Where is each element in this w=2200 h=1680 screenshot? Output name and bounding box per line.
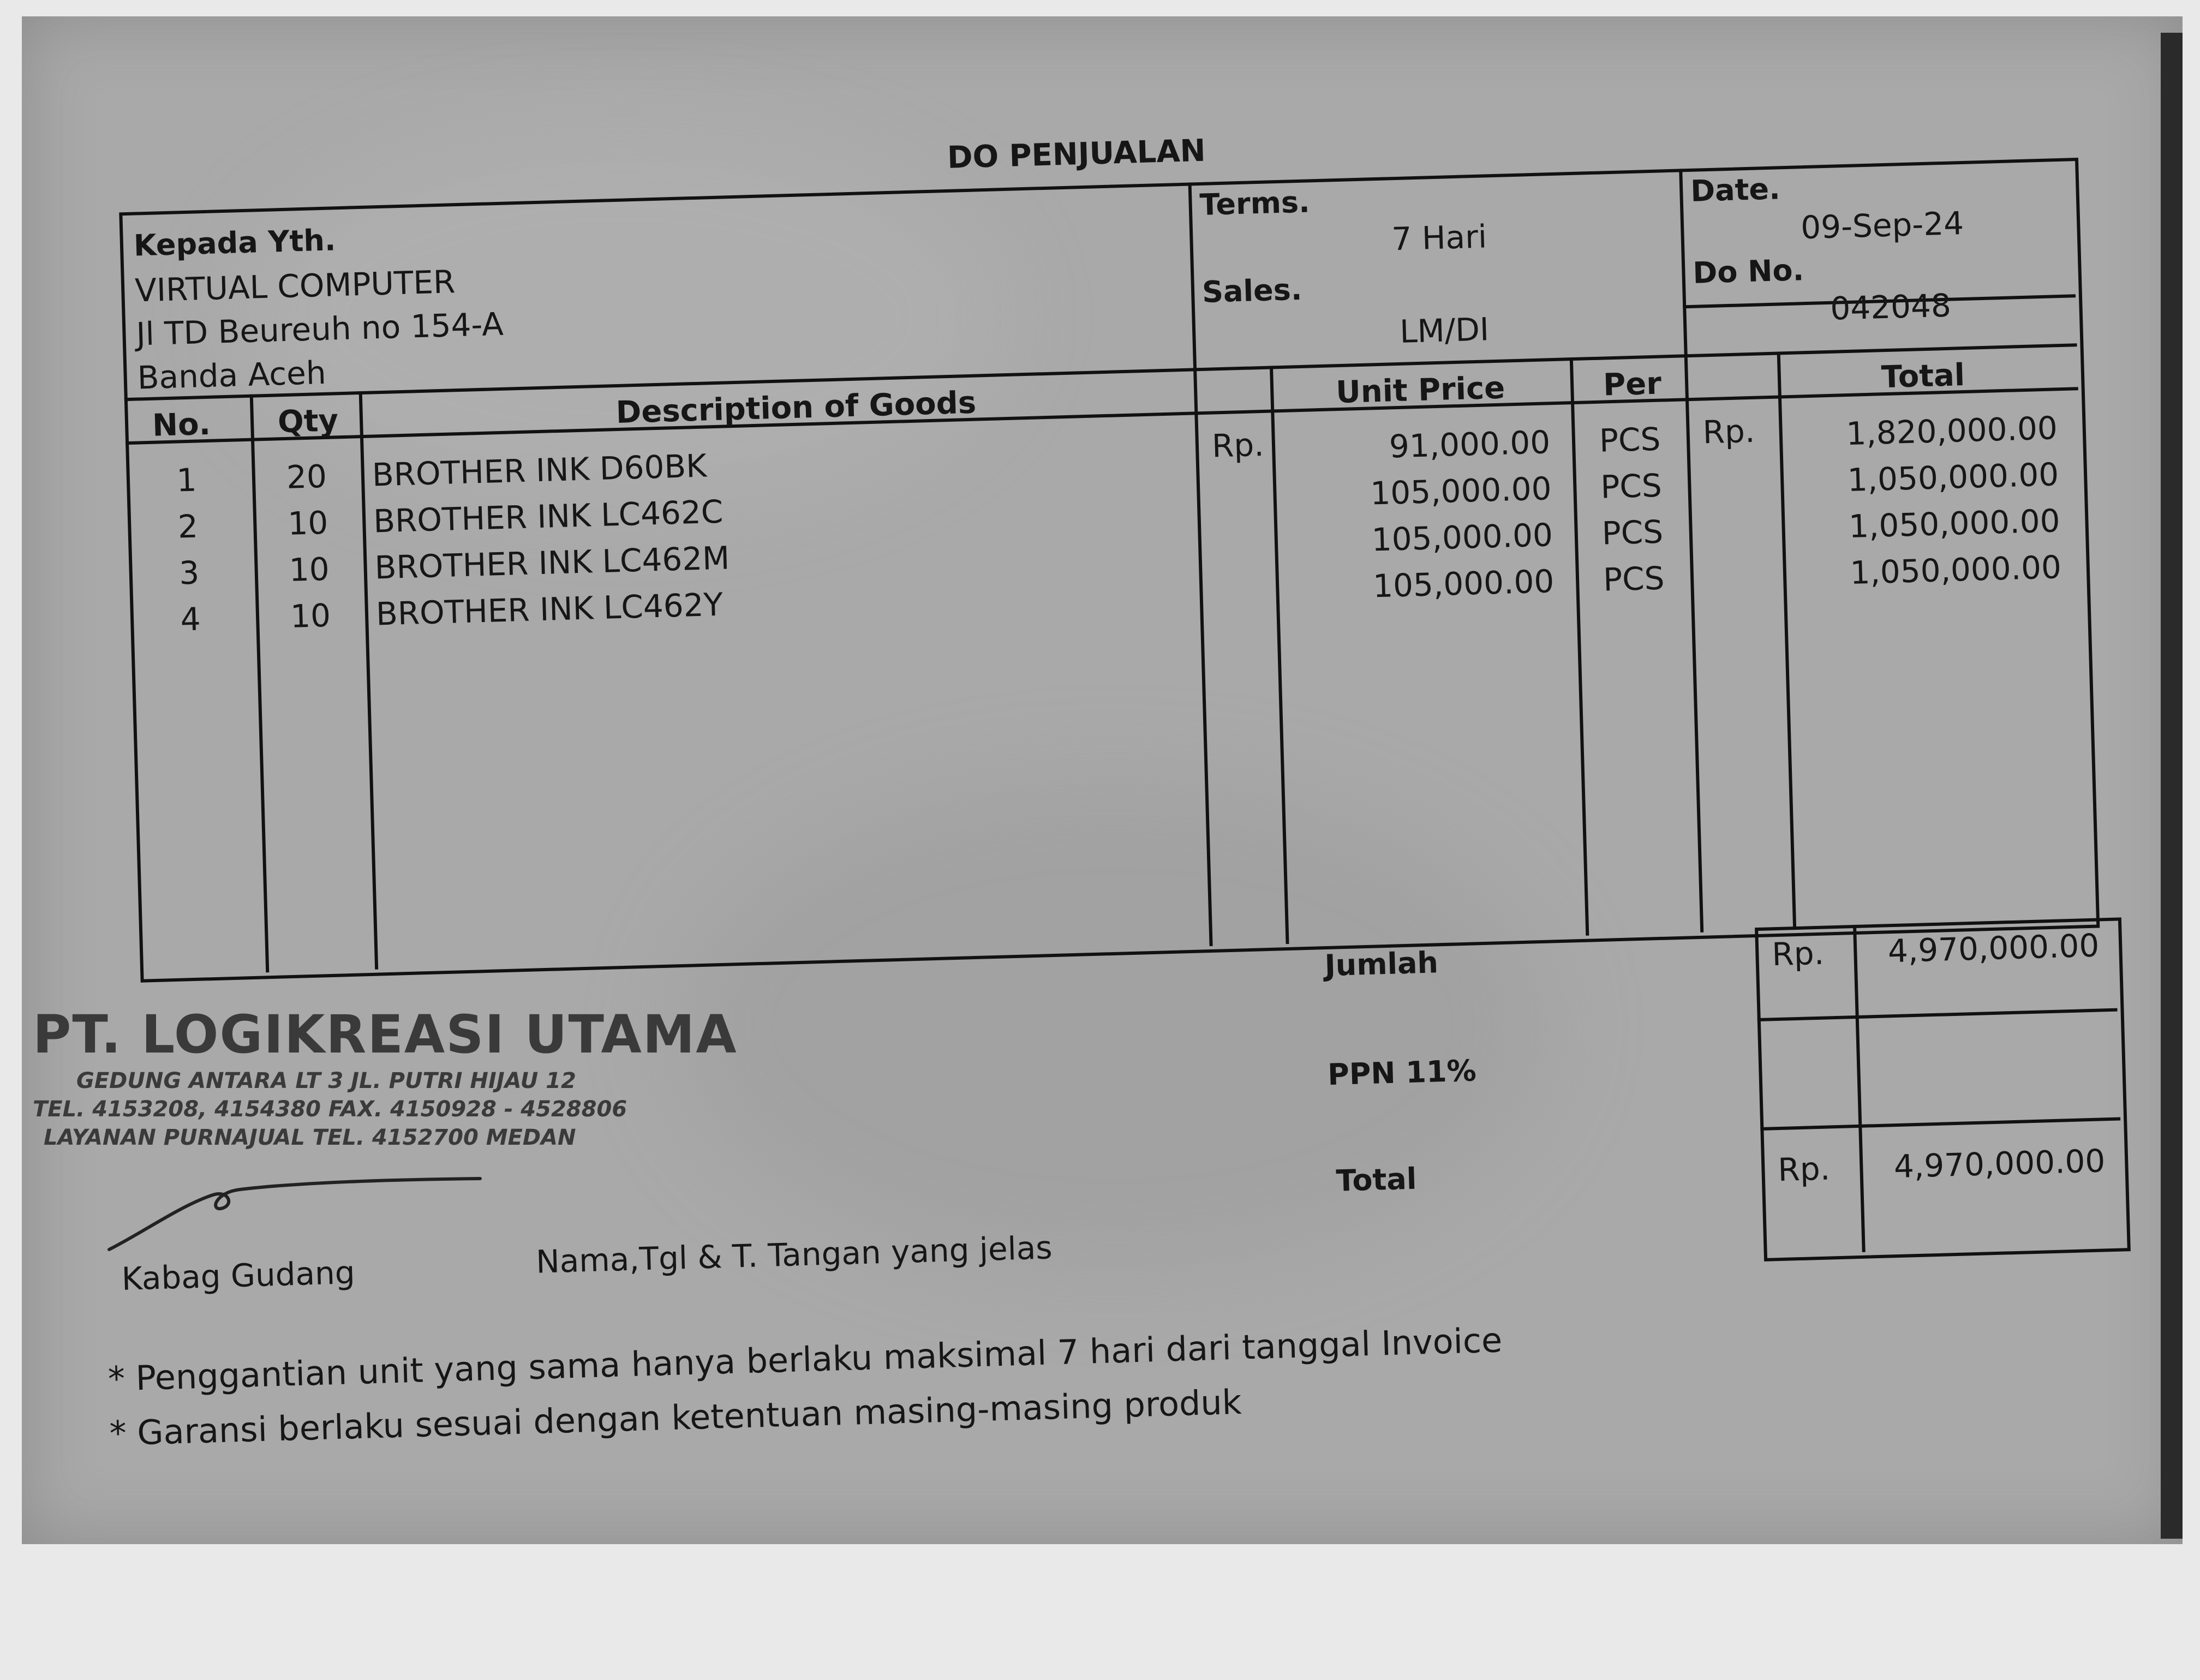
item-per: PCS [1599, 420, 1661, 459]
grand-total-label: Total [1335, 1161, 1418, 1198]
company-stamp [33, 1004, 738, 1150]
signature-mark [98, 1168, 513, 1266]
do-no-value: 042048 [1830, 286, 1952, 327]
item-qty: 20 [286, 457, 327, 496]
col-unit-price: Unit Price [1335, 370, 1506, 411]
terms-value: 7 Hari [1391, 218, 1487, 258]
col-description: Description of Goods [615, 385, 977, 431]
item-per: PCS [1600, 467, 1663, 506]
item-description: BROTHER INK LC462C [373, 493, 724, 540]
jumlah-label: Jumlah [1324, 945, 1439, 983]
item-qty: 10 [290, 596, 331, 635]
ppn-label: PPN 11% [1327, 1053, 1477, 1092]
stamp-company-name: PT. LOGIKREASI UTAMA [33, 1004, 738, 1065]
item-description: BROTHER INK LC462Y [375, 585, 724, 633]
warehouse-signature-label: Kabag Gudang [121, 1254, 356, 1298]
stamp-address: GEDUNG ANTARA LT 3 JL. PUTRI HIJAU 12 [76, 1068, 576, 1093]
item-total: 1,050,000.00 [1849, 548, 2062, 591]
col-no: No. [152, 406, 211, 444]
stamp-phone: TEL. 4153208, 4154380 FAX. 4150928 - 4528806 [33, 1097, 627, 1122]
sales-label: Sales. [1201, 272, 1303, 309]
item-total: 1,050,000.00 [1846, 456, 2060, 499]
col-qty: Qty [277, 403, 339, 440]
total-currency: Rp. [1702, 412, 1756, 451]
do-no-label: Do No. [1692, 253, 1804, 290]
date-label: Date. [1690, 171, 1781, 208]
item-description: BROTHER INK D60BK [371, 447, 708, 494]
item-unit-price: 105,000.00 [1372, 563, 1555, 605]
sales-value: LM/DI [1399, 310, 1490, 350]
item-unit-price: 105,000.00 [1370, 470, 1552, 512]
stamp-service: LAYANAN PURNAJUAL TEL. 4152700 MEDAN [44, 1125, 576, 1150]
note-warranty: * Garansi berlaku sesuai dengan ketentuan masing-masing produk [109, 1382, 1242, 1454]
item-description: BROTHER INK LC462M [374, 539, 731, 587]
receiver-signature-label: Nama,Tgl & T. Tangan yang jelas [535, 1229, 1053, 1281]
item-qty: 10 [288, 550, 330, 589]
jumlah-value: 4,970,000.00 [1887, 926, 2100, 970]
grand-total-currency: Rp. [1777, 1150, 1831, 1189]
item-total: 1,050,000.00 [1848, 502, 2061, 546]
customer-address: Jl TD Beureuh no 154-A [135, 305, 504, 353]
item-no: 3 [178, 554, 200, 592]
customer-city: Banda Aceh [136, 354, 327, 397]
date-value: 09-Sep-24 [1800, 204, 1964, 247]
document-title: DO PENJUALAN [947, 133, 1206, 176]
col-total: Total [1881, 357, 1965, 396]
note-replacement: * Penggantian unit yang sama hanya berlaku maksimal 7 hari dari tanggal Invoice [107, 1320, 1503, 1399]
customer-name: VIRTUAL COMPUTER [134, 263, 456, 309]
grand-total-value: 4,970,000.00 [1893, 1142, 2106, 1186]
item-no: 4 [180, 600, 201, 638]
item-unit-price: 91,000.00 [1389, 423, 1551, 465]
jumlah-currency: Rp. [1771, 934, 1825, 973]
item-qty: 10 [287, 504, 329, 542]
item-per: PCS [1601, 513, 1664, 552]
item-no: 1 [176, 461, 198, 499]
item-no: 2 [177, 507, 199, 546]
customer-label: Kepada Yth. [133, 223, 337, 263]
terms-label: Terms. [1199, 184, 1311, 223]
unit-price-currency: Rp. [1211, 426, 1265, 465]
item-per: PCS [1603, 559, 1665, 599]
col-per: Per [1603, 366, 1662, 403]
item-unit-price: 105,000.00 [1371, 516, 1553, 559]
item-total: 1,820,000.00 [1845, 409, 2058, 453]
